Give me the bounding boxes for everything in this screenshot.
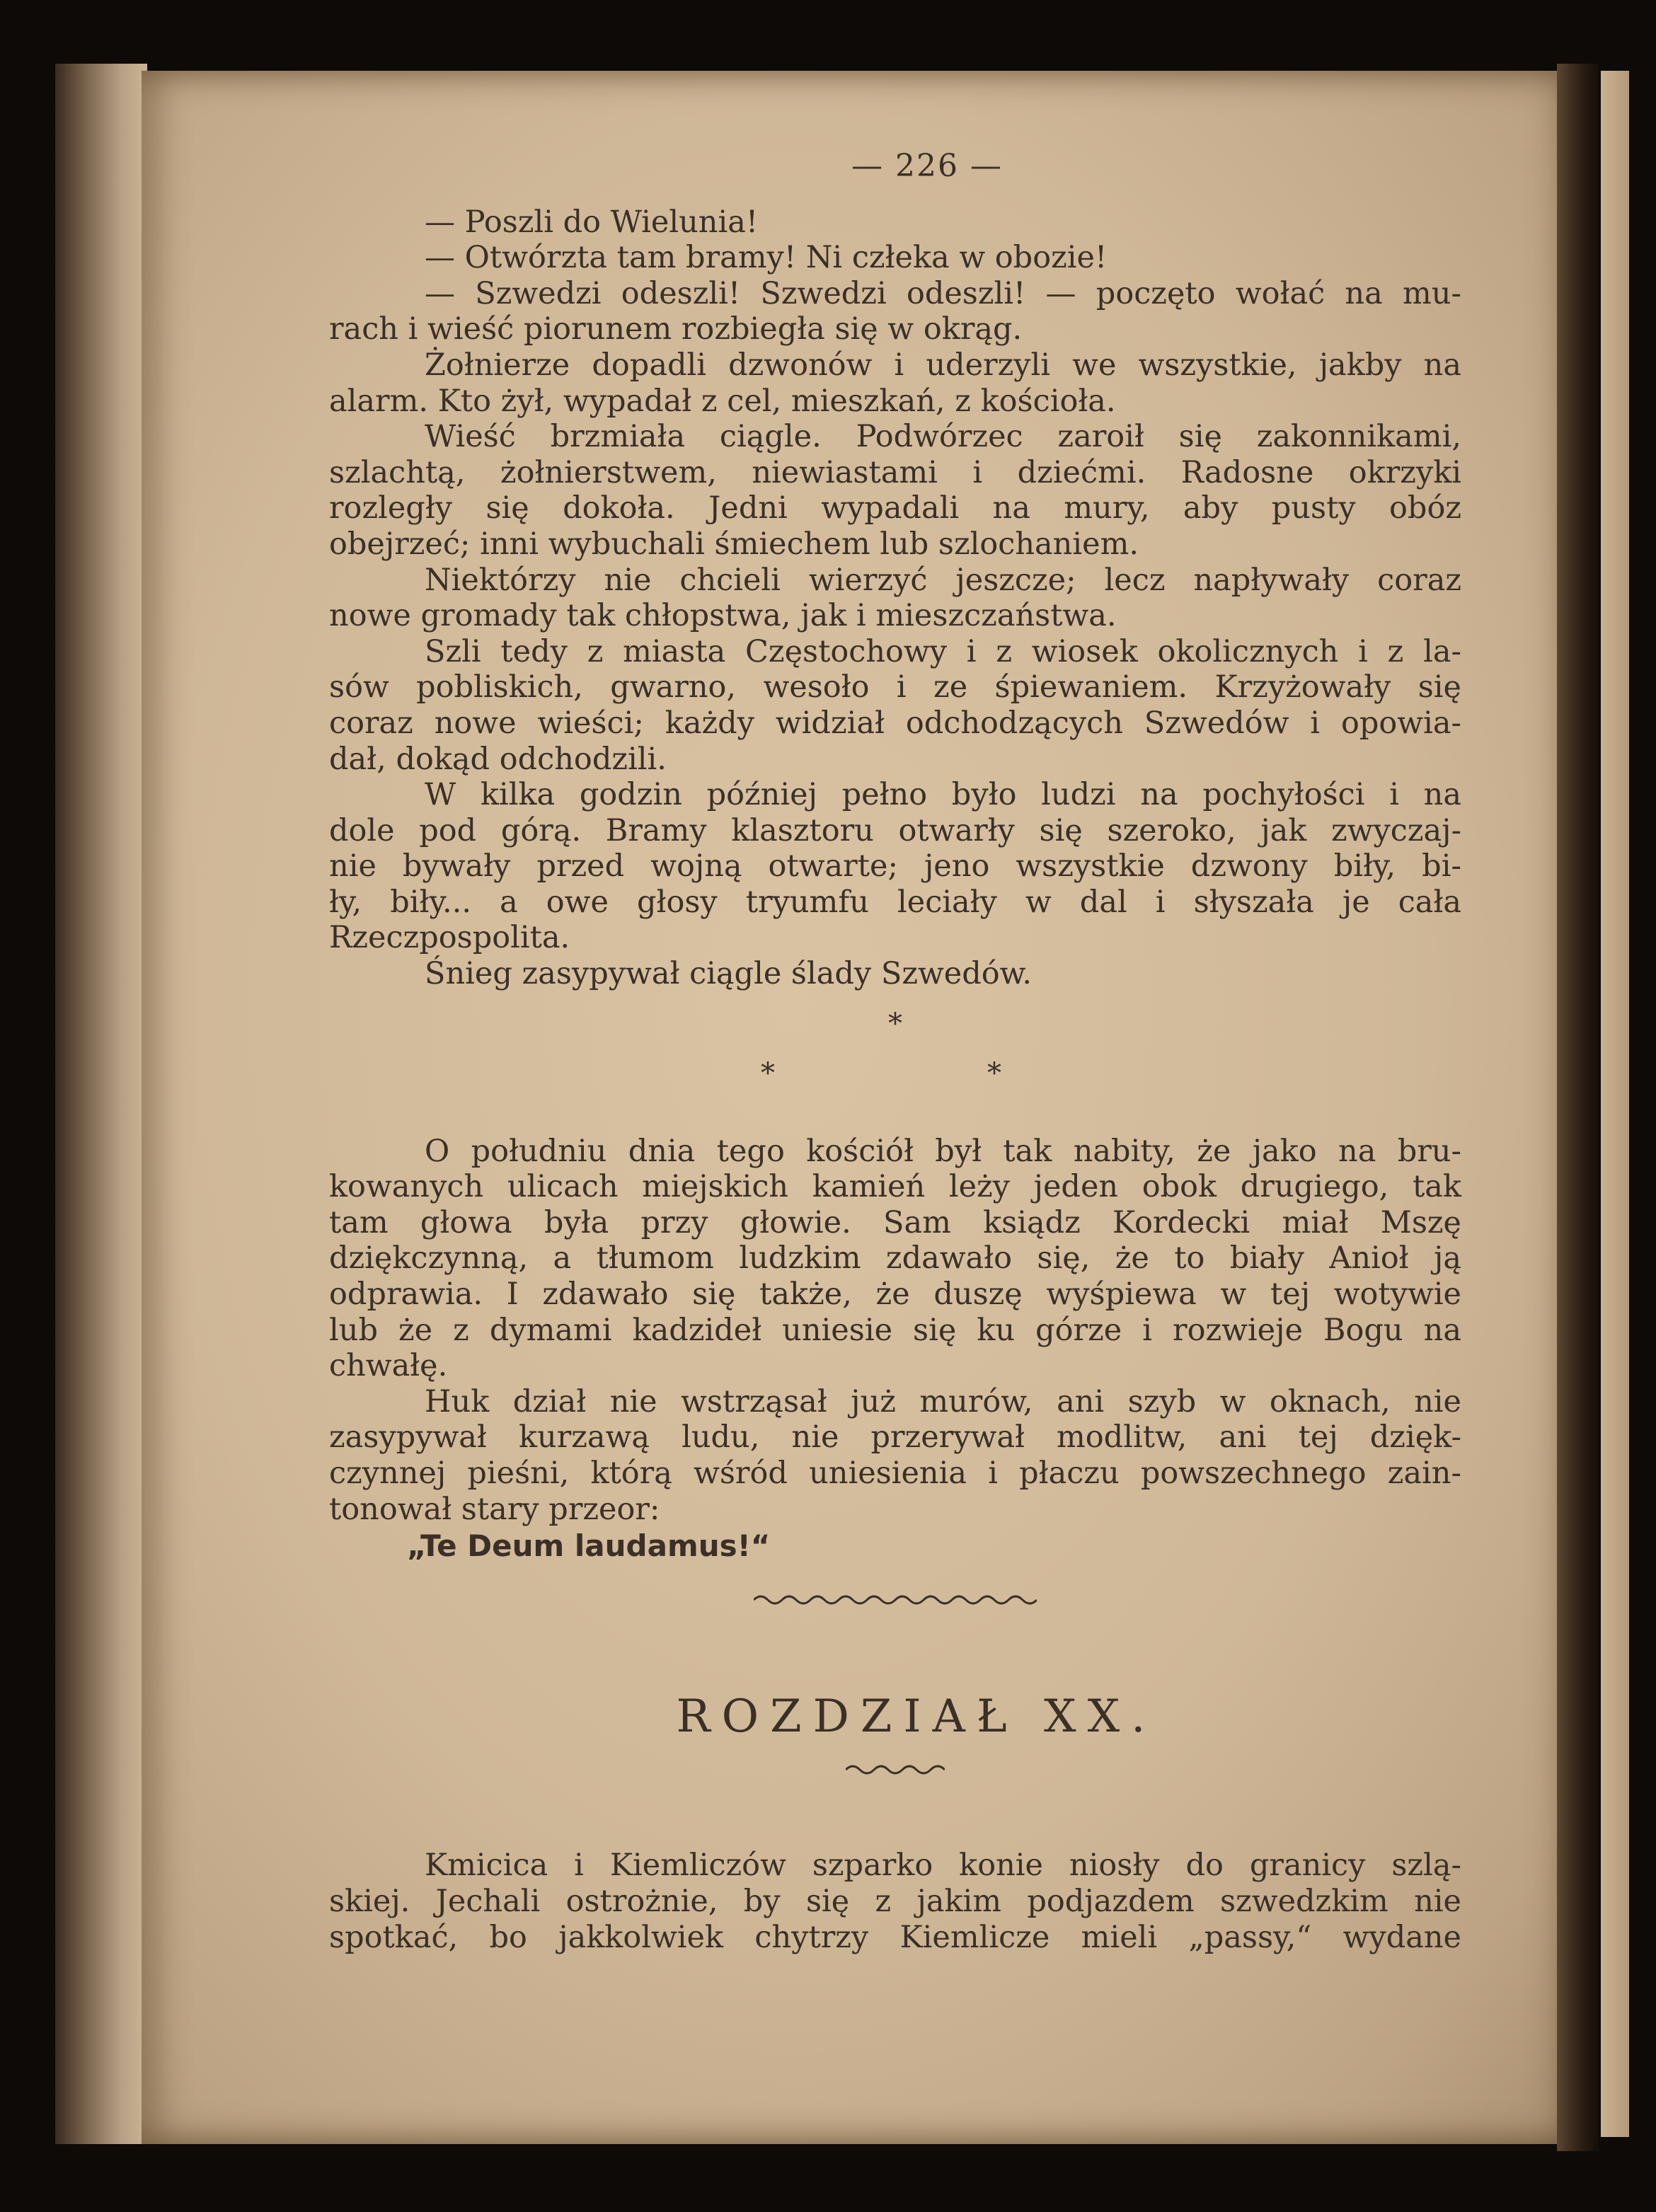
asterisk-icon: * [888, 1007, 902, 1040]
text-line: rozległy się dokoła. Jedni wypadali na mury, aby pusty obóz [329, 490, 1461, 526]
text-line: Kmicica i Kiemliczów szparko konie niosły do granicy szlą- [425, 1848, 1461, 1884]
text-line: odprawia. I zdawało się także, że duszę wyśpiewa w tej wotywie [329, 1277, 1461, 1313]
text-line: W kilka godzin później pełno było ludzi na pochyłości i na [425, 777, 1461, 813]
text-line: — Poszli do Wielunia! [425, 204, 759, 240]
text-line: skiej. Jechali ostrożnie, by się z jakim podjazdem szwedzkim nie [329, 1883, 1461, 1919]
text-line: ły, biły... a owe głosy tryumfu leciały w dal i słyszała je cała [329, 884, 1461, 920]
text-line: coraz nowe wieści; każdy widział odchodzących Szwedów i opowia- [329, 705, 1461, 741]
text-line: czynnej pieśni, którą wśród uniesienia i płaczu powszechnego zain- [329, 1456, 1461, 1491]
text-line: sów pobliskich, gwarno, wesoło i ze śpiewaniem. Krzyżowały się [329, 669, 1461, 705]
ornament-divider-small [846, 1763, 945, 1777]
asterisk-icon: * [987, 1056, 1001, 1090]
section-b [329, 1134, 1461, 1528]
text-line: — Szwedzi odeszli! Szwedzi odeszli! — poczęto wołać na mu- [425, 275, 1461, 311]
text-line: lub że z dymami kadzideł uniesie się ku górze i rozwieje Bogu na [329, 1312, 1461, 1348]
text-line: Szli tedy z miasta Częstochowy i z wiosek okolicznych i z la- [425, 633, 1461, 669]
text-line: kowanych ulicach miejskich kamień leży jeden obok drugiego, tak [329, 1169, 1461, 1205]
text-line: Wieść brzmiała ciągle. Podwórzec zaroił się zakonnikami, [425, 419, 1461, 455]
next-page-edge [1601, 71, 1629, 2137]
text-line: tonował stary przeor: [329, 1491, 660, 1527]
text-line: chwałę. [329, 1348, 448, 1384]
text-line: tam głowa była przy głowie. Sam ksiądz Kordecki miał Mszę [329, 1204, 1461, 1240]
text-line: dał, dokąd odchodzili. [329, 741, 667, 777]
text-line: O południu dnia tego kościół był tak nabity, że jako na bru- [425, 1133, 1461, 1169]
text-line: Huk dział nie wstrząsał już murów, ani szyb w oknach, nie [425, 1383, 1461, 1419]
text-line: Niektórzy nie chcieli wierzyć jeszcze; lecz napływały coraz [425, 562, 1461, 598]
text-line: — Otwórzta tam bramy! Ni człeka w obozie! [425, 240, 1108, 276]
text-line: dole pod górą. Bramy klasztoru otwarły się szeroko, jak zwyczaj- [329, 812, 1461, 848]
page-number: — 226 — [851, 148, 1003, 184]
text-line: Śnieg zasypywał ciągle ślady Szwedów. [425, 956, 1033, 992]
page-text [329, 149, 1461, 1955]
text-line: obejrzeć; inni wybuchali śmiechem lub szlochaniem. [329, 526, 1139, 562]
ornament-divider [754, 1593, 1037, 1607]
text-line: nie bywały przed wojną otwarte; jeno wszystkie dzwony biły, bi- [329, 848, 1461, 885]
text-line: szlachtą, żołnierstwem, niewiastami i dziećmi. Radosne okrzyki [329, 454, 1461, 490]
page-gutter-shadow [1557, 64, 1599, 2151]
section-c [329, 1848, 1461, 1955]
text-line: rach i wieść piorunem rozbiegła się w okrąg. [329, 311, 1023, 347]
book-spine-edge [55, 64, 147, 2144]
text-line: alarm. Kto żył, wypadał z cel, mieszkań, z kościoła. [329, 383, 1116, 419]
asterism-divider [329, 992, 1461, 1134]
chapter-heading: ROZDZIAŁ XX. [676, 1690, 1157, 1743]
text-line: dziękczynną, a tłumom ludzkim zdawało się, że to biały Anioł ją [329, 1240, 1461, 1277]
text-line: Rzeczpospolita. [329, 920, 570, 956]
asterisk-icon: * [761, 1056, 775, 1090]
te-deum-line: „Te Deum laudamus!“ [407, 1528, 771, 1564]
text-line: Żołnierze dopadli dzwonów i uderzyli we wszystkie, jakby na [425, 347, 1461, 383]
section-a [329, 205, 1461, 992]
text-line: spotkać, bo jakkolwiek chytrzy Kiemlicze mieli „passy,“ wydane [329, 1919, 1461, 1955]
text-line: nowe gromady tak chłopstwa, jak i mieszczaństwa. [329, 598, 1117, 634]
text-line: zasypywał kurzawą ludu, nie przerywał modlitw, ani tej dzięk- [329, 1419, 1461, 1456]
